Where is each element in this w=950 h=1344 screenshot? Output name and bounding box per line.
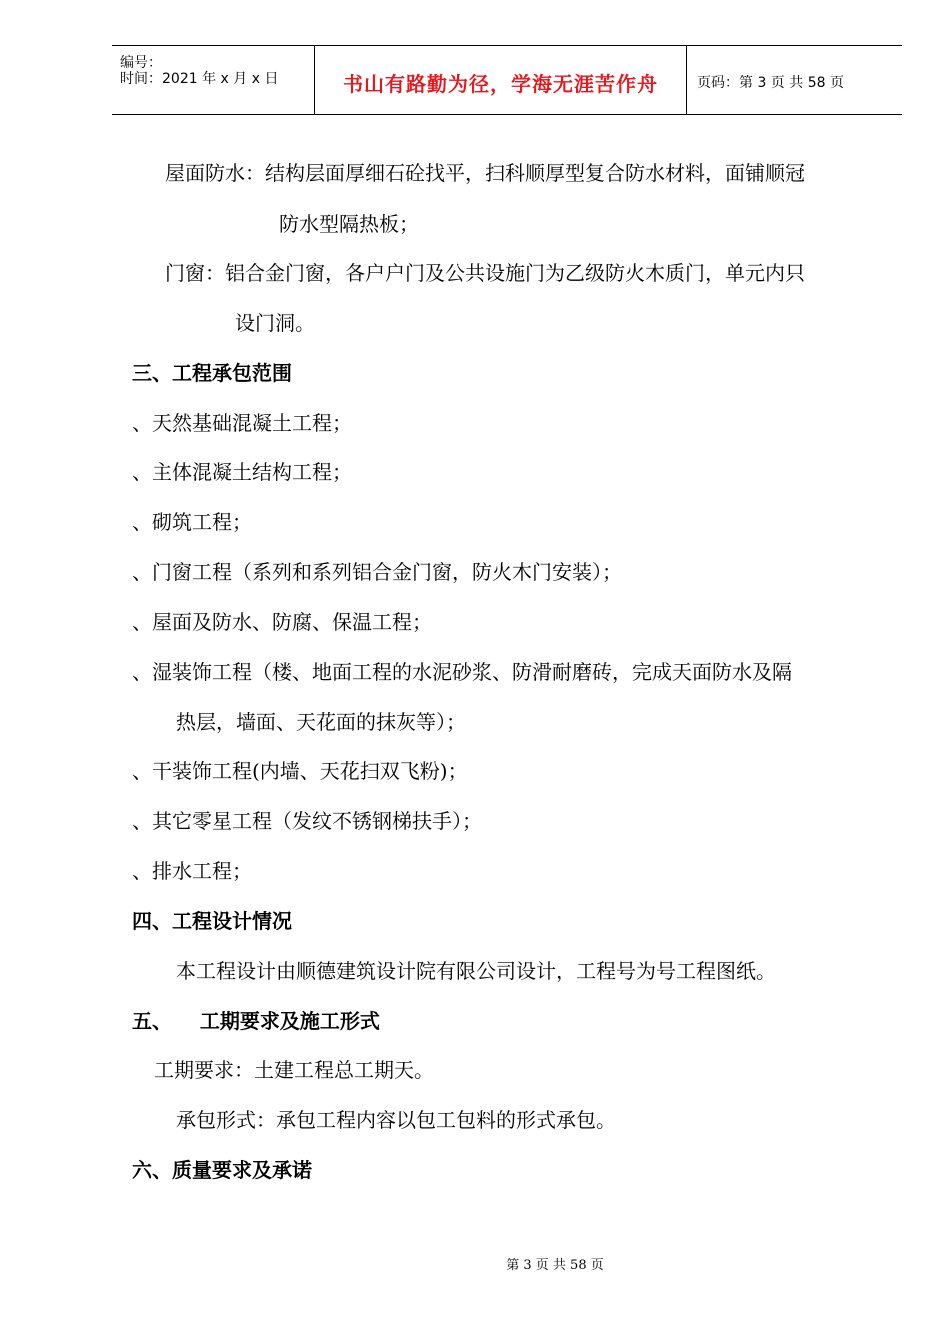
doc-number: 编号： <box>120 55 162 71</box>
scope-item: 、排水工程； <box>132 859 252 883</box>
scope-item: 、砌筑工程； <box>132 510 252 534</box>
scope-item: 、天然基础混凝土工程； <box>132 411 352 435</box>
contract-form-paragraph: 承包形式：承包工程内容以包工包料的形式承包。 <box>176 1108 616 1132</box>
scope-item-continuation: 热层，墙面、天花面的抹灰等）； <box>176 710 466 734</box>
roof-waterproof-line2: 防水型隔热板； <box>279 212 419 236</box>
doc-date: 时间：2021 年 x 月 x 日 <box>120 71 279 87</box>
footer-page-number: 第 3 页 共 58 页 <box>506 1258 604 1273</box>
duration-paragraph: 工期要求：土建工程总工期天。 <box>154 1058 434 1082</box>
section-5-heading: 五、 工期要求及施工形式 <box>132 1009 380 1033</box>
header-motto-cell <box>314 46 687 114</box>
page-header <box>112 45 902 115</box>
section-6-heading: 六、质量要求及承诺 <box>132 1158 312 1182</box>
scope-item: 、屋面及防水、防腐、保温工程； <box>132 610 432 634</box>
motto: 书山有路勤为径，学海无涯苦作舟 <box>343 72 658 96</box>
doors-windows-line2: 设门洞。 <box>235 311 315 335</box>
scope-item: 、主体混凝土结构工程； <box>132 460 352 484</box>
scope-item: 、门窗工程（系列和系列铝合金门窗，防火木门安装）； <box>132 560 622 584</box>
header-page-cell <box>687 46 902 114</box>
header-meta <box>112 46 314 114</box>
header-page-info: 页码：第 3 页 共 58 页 <box>697 75 844 91</box>
scope-item: 、湿装饰工程（楼、地面工程的水泥砂浆、防滑耐磨砖，完成天面防水及隔 <box>132 660 792 684</box>
page-footer <box>0 1254 950 1273</box>
design-paragraph: 本工程设计由顺德建筑设计院有限公司设计，工程号为号工程图纸。 <box>176 959 776 983</box>
section-4-heading: 四、工程设计情况 <box>132 909 292 933</box>
doors-windows-line1: 门窗：铝合金门窗，各户户门及公共设施门为乙级防火木质门，单元内只 <box>165 261 805 285</box>
roof-waterproof-line1: 屋面防水：结构层面厚细石砼找平，扫科顺厚型复合防水材料，面铺顺冠 <box>165 161 805 185</box>
section-3-heading: 三、工程承包范围 <box>132 361 292 385</box>
scope-item: 、干装饰工程(内墙、天花扫双飞粉)； <box>132 759 468 783</box>
scope-item: 、其它零星工程（发纹不锈钢梯扶手）； <box>132 809 482 833</box>
